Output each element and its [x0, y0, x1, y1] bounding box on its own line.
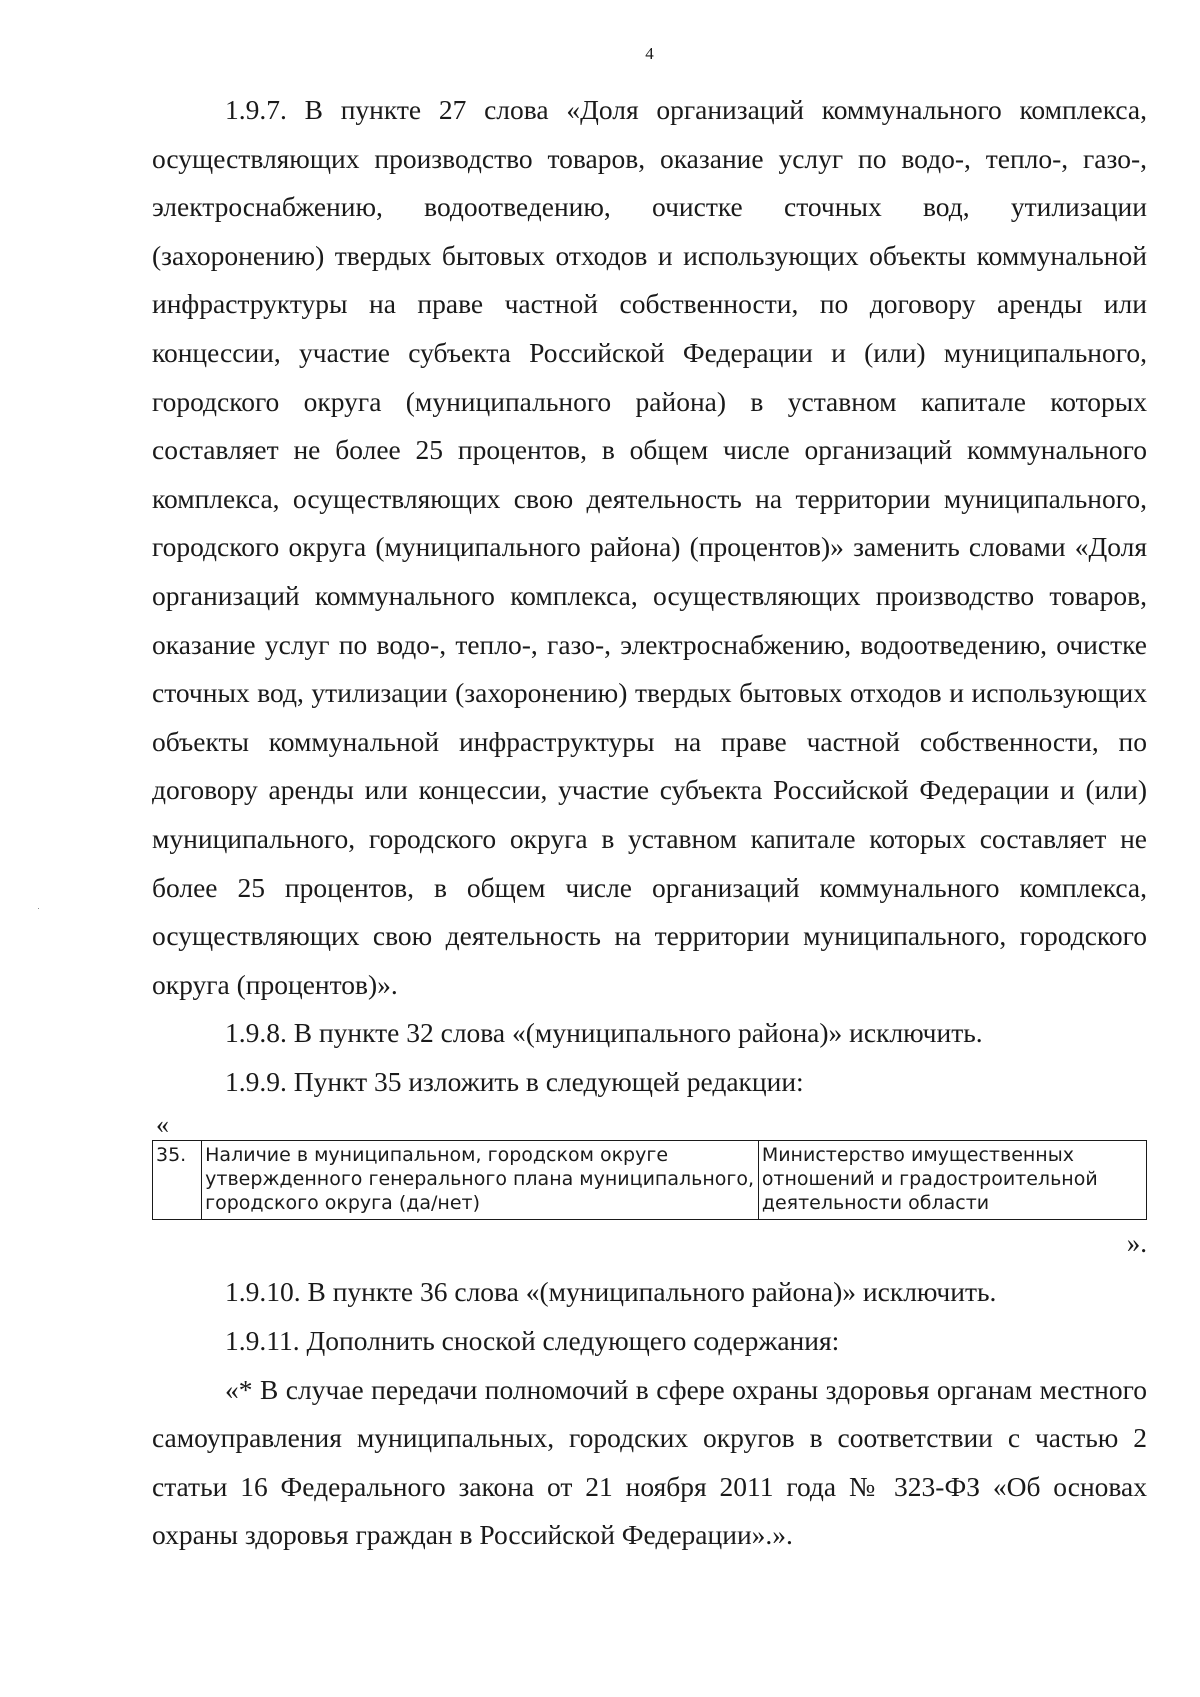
amendment-table [152, 1140, 1147, 1220]
paragraph-1-9-11: 1.9.11. Дополнить сноской следующего содержания: [225, 1325, 840, 1357]
closing-quote-mark: ». [1126, 1228, 1147, 1259]
paragraph-1-9-8: 1.9.8. В пункте 32 слова «(муниципального района)» исключить. [225, 1017, 983, 1049]
paragraph-1-9-7: 1.9.7. В пункте 27 слова «Доля организаций коммунального комплекса, осуществляющих производство товаров, оказание услуг по водо-, тепло-, газо-, электроснабжению, водоотведению, очистке сточных вод, утилизации (захоронению) твердых бытовых отходов и использующих объекты коммунальной инфраструктуры на праве частной собственности, по договору аренды или концессии, участие субъекта Российской Федерации и (или) муниципального, городского округа (муниципального района) в уставном капитале которых составляет не более 25 процентов, в общем числе организаций коммунального комплекса, осуществляющих свою деятельность на территории муниципального, городского округа (муниципального района) (процентов)» заменить словами «Доля организаций коммунального комплекса, осуществляющих производство товаров, оказание услуг по водо-, тепло-, газо-, электроснабжению, водоотведению, очистке сточных вод, утилизации (захоронению) твердых бытовых отходов и использующих объекты коммунальной инфраструктуры на праве частной собственности, по договору аренды или концессии, участие субъекта Российской Федерации и (или) муниципального, городского округа в уставном капитале которых составляет не более 25 процентов, в общем числе организаций коммунального комплекса, осуществляющих свою деятельность на территории муниципального, городского округа (процентов)». [152, 94, 1147, 1000]
opening-quote-mark: « [156, 1110, 169, 1140]
footnote-text: «* В случае передачи полномочий в сфере охраны здоровья органам местного самоуправления муниципальных, городских округов в соответствии с частью 2 статьи 16 Федерального закона от 21 ноября 2011 года № 323-ФЗ «Об основах охраны здоровья граждан в Российской Федерации».». [152, 1373, 1147, 1551]
table-cell-indicator: Наличие в муниципальном, городском округе утвержденного генерального плана муниципального, городского округа (да/нет) [202, 1141, 759, 1220]
paragraph-1-9-9: 1.9.9. Пункт 35 изложить в следующей редакции: [225, 1065, 804, 1097]
scan-speck [38, 908, 39, 909]
page-number: 4 [645, 44, 654, 63]
document-page [152, 44, 1147, 1560]
table-cell-number: 35. [153, 1141, 202, 1220]
table-row [153, 1141, 1147, 1220]
paragraph-1-9-10: 1.9.10. В пункте 36 слова «(муниципального района)» исключить. [225, 1276, 997, 1308]
table-cell-responsible: Министерство имущественных отношений и градостроительной деятельности области [758, 1141, 1146, 1220]
